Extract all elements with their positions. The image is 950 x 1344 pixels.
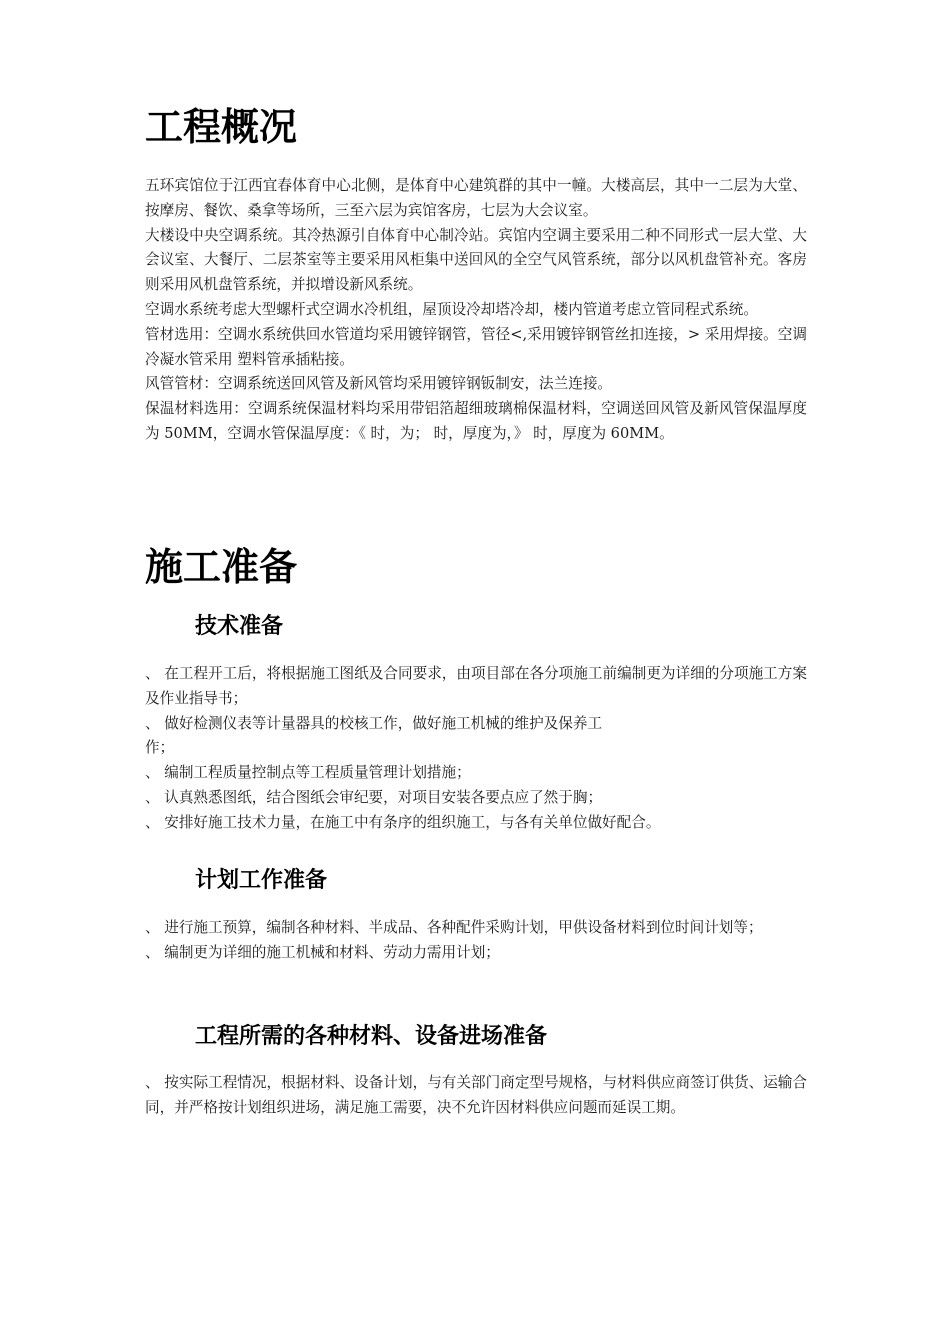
- list-item: 、 编制更为详细的施工机械和材料、劳动力需用计划；: [145, 943, 500, 961]
- paragraph-pipe-material: 管材选用：空调水系统供回水管道均采用镀锌钢管，管径<,采用镀锌钢管丝扣连接，> 采用焊接。空调冷凝水管采用 塑料管承插粘接。: [145, 325, 807, 368]
- paragraph-duct-material: 风管管材：空调系统送回风管及新风管均采用镀锌钢钣制安，法兰连接。: [145, 375, 613, 393]
- heading-construction-preparation: 施工准备: [145, 545, 298, 589]
- technical-preparation-list: [145, 662, 807, 836]
- project-overview-text: [145, 174, 807, 447]
- list-item: 、 在工程开工后，将根据施工图纸及合同要求，由项目部在各分项施工前编制更为详细的分项施工方案及作业指导书；: [145, 665, 807, 707]
- paragraph-hotel-location: 五环宾馆位于江西宜春体育中心北侧，是体育中心建筑群的其中一幢。大楼高层，其中一二层为大堂、按摩房、餐饮、桑拿等场所，三至六层为宾馆客房，七层为大会议室。: [145, 177, 807, 219]
- list-item-continuation: 作；: [145, 739, 175, 757]
- list-item: 、 认真熟悉图纸，结合图纸会审纪要，对项目安装各要点应了然于胸；: [145, 788, 603, 806]
- list-item: 、 安排好施工技术力量，在施工中有条序的组织施工，与各有关单位做好配合。: [145, 813, 661, 831]
- materials-equipment-list: [145, 1071, 807, 1121]
- paragraph-insulation: 保温材料选用：空调系统保温材料均采用带铝箔超细玻璃棉保温材料，空调送回风管及新风管保温厚度为 50MM，空调水管保温厚度：《 时，为； 时，厚度为，》 时，厚度为 60MM。: [145, 400, 807, 442]
- heading-materials-equipment-preparation: 工程所需的各种材料、设备进场准备: [195, 1024, 548, 1049]
- paragraph-water-system: 空调水系统考虑大型螺杆式空调水冷机组，屋顶设冷却塔冷却，楼内管道考虑立管同程式系统。: [145, 300, 758, 318]
- planning-preparation-list: [145, 916, 807, 966]
- list-item: 、 做好检测仪表等计量器具的校核工作，做好施工机械的维护及保养工: [145, 714, 603, 732]
- heading-technical-preparation: 技术准备: [195, 614, 284, 639]
- list-item: 、 编制工程质量控制点等工程质量管理计划措施；: [145, 764, 471, 782]
- list-item: 、 按实际工程情况，根据材料、设备计划，与有关部门商定型号规格，与材料供应商签订供货、运输合同，并严格按计划组织进场，满足施工需要，决不允许因材料供应问题而延误工期。: [145, 1074, 807, 1116]
- paragraph-hvac-system: 大楼设中央空调系统。其冷热源引自体育中心制冷站。宾馆内空调主要采用二种不同形式一层大堂、大会议室、大餐厅、二层茶室等主要采用风柜集中送回风的全空气风管系统，部分以风机盘管补充。客房则采用风机盘管系统，并拟增设新风系统。: [145, 226, 807, 294]
- heading-project-overview: 工程概况: [145, 105, 298, 149]
- list-item: 、 进行施工预算，编制各种材料、半成品、各种配件采购计划，甲供设备材料到位时间计划等；: [145, 919, 763, 936]
- heading-planning-preparation: 计划工作准备: [195, 868, 328, 893]
